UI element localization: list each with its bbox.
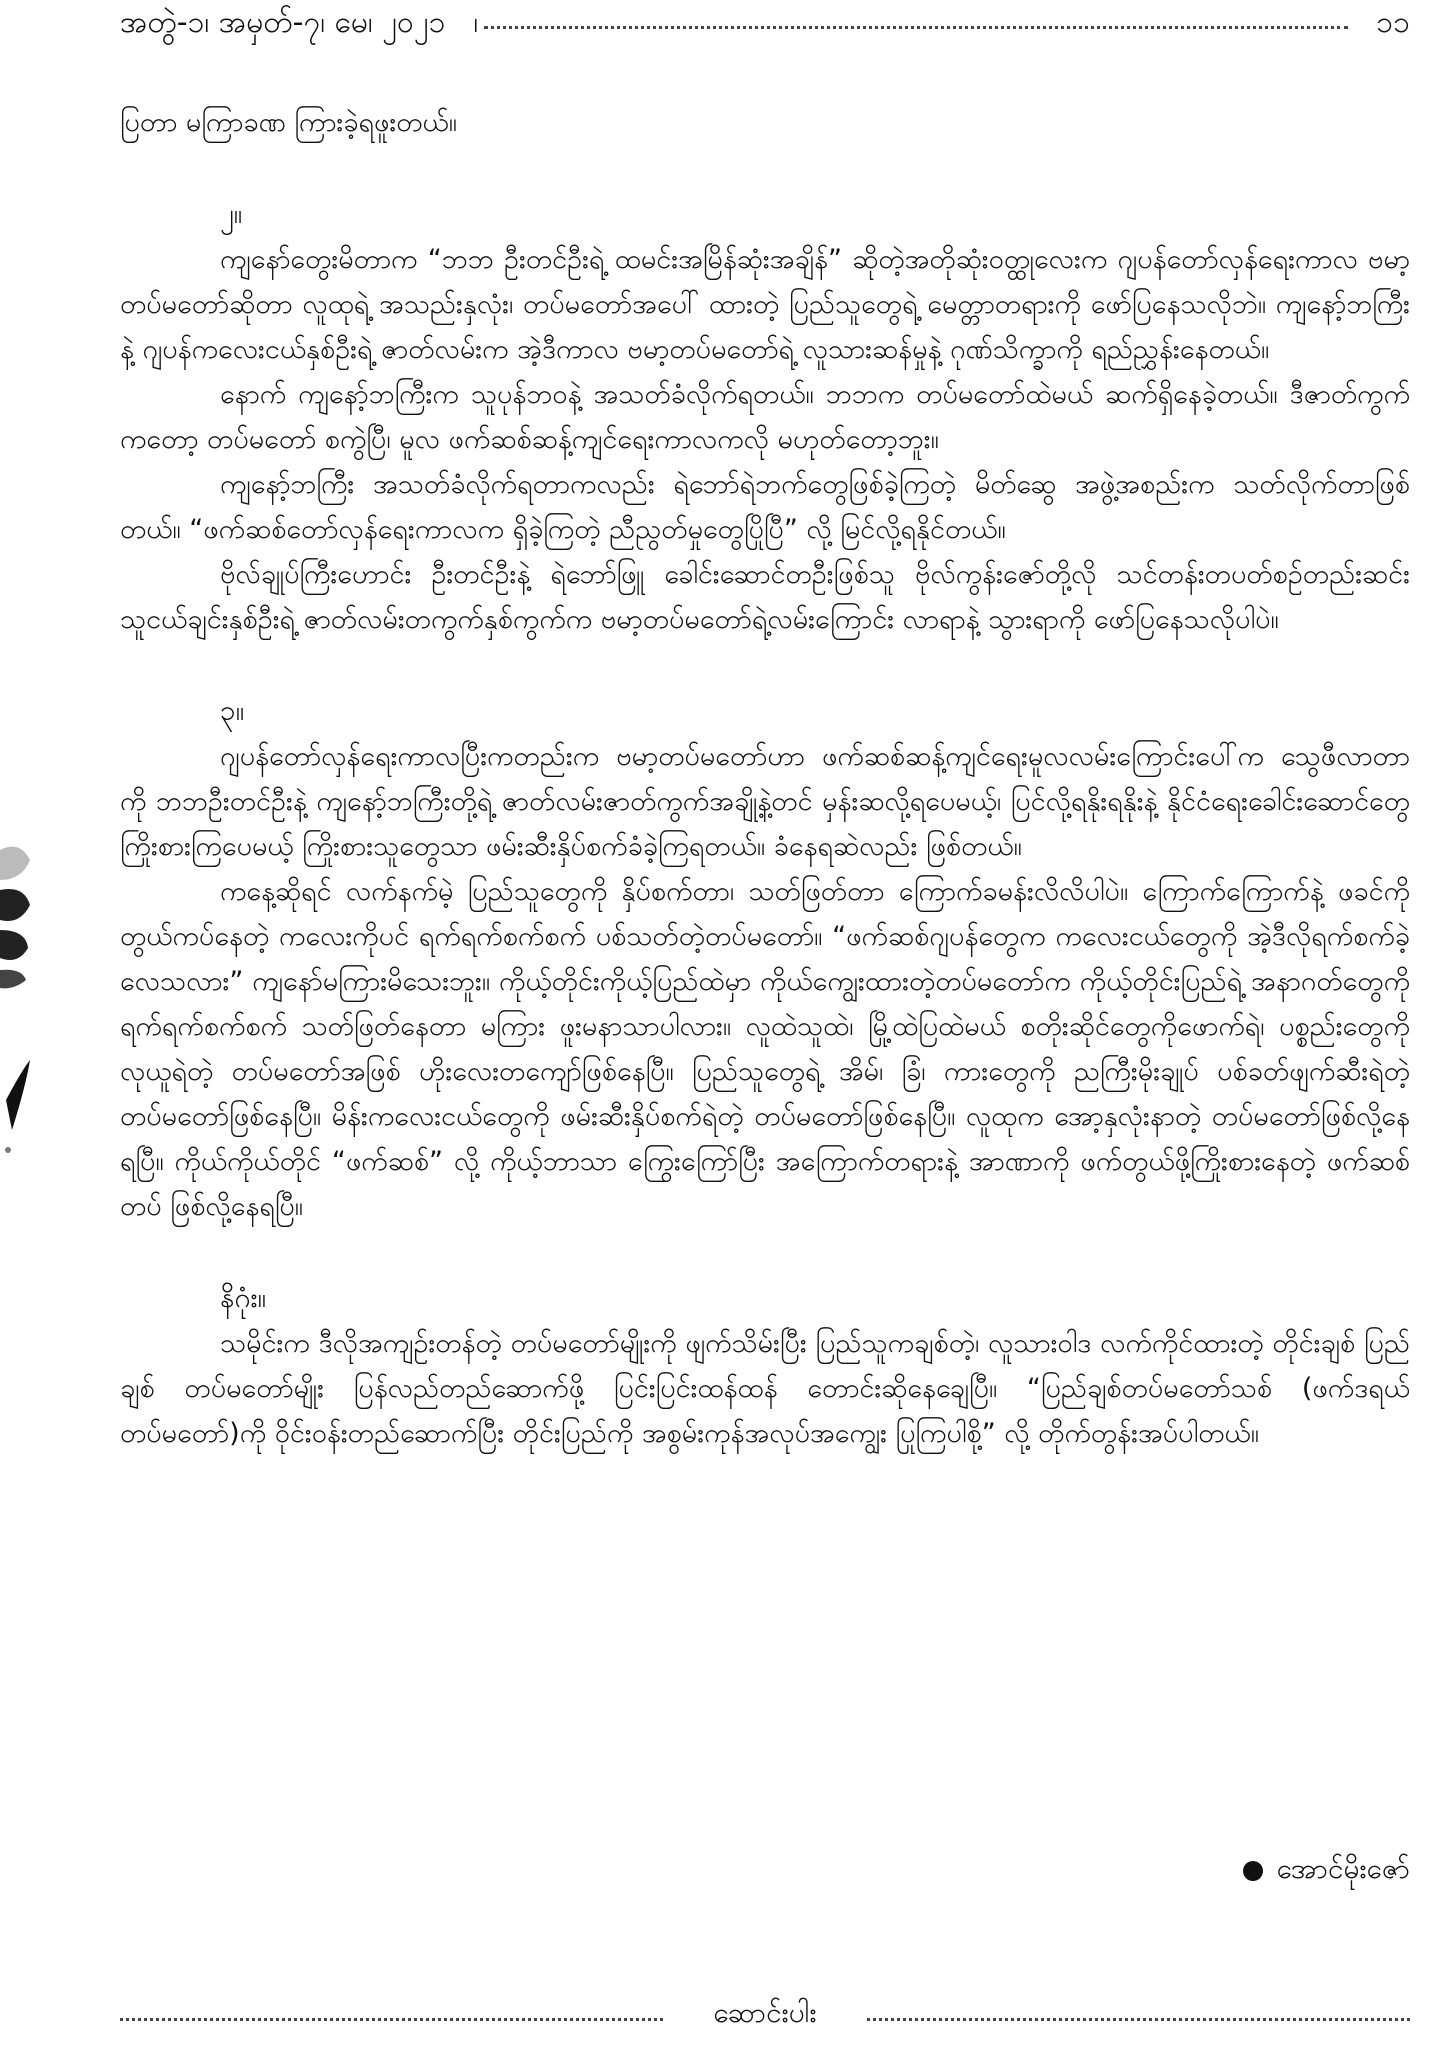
author-name: အောင်မိုးဇော် (1276, 1852, 1410, 1885)
footer-dotted-rule-right (867, 2018, 1410, 2021)
author-byline (1243, 1850, 1410, 1892)
intro-line: ပြတာ မကြာခဏ ကြားခဲ့ရဖူးတယ်။ (120, 107, 457, 138)
footer-label: ဆောင်းပါး (713, 1996, 817, 2029)
section-2-paragraph: ကျနော်တွေးမိတာက “ဘဘ ဦးတင်ဦးရဲ့ ထမင်းအမြိန်ဆုံးအချိန်” ဆိုတဲ့အတိုဆုံးဝတ္ထုလေးက ဂျပန်တော်လှန်ရေးကာလ ဗမာ့တပ်မတော်ဆိုတာ လူထုရဲ့ အသည်းနှလုံး၊ တပ်မတော်အပေါ် ထားတဲ့ ပြည်သူတွေရဲ့ မေတ္တာတရားကို ဖော်ပြနေသလိုဘဲ။ ကျနော့်ဘကြီးနဲ့ ဂျပန်ကလေးငယ်နှစ်ဦးရဲ့ ဇာတ်လမ်းက အဲ့ဒီကာလ ဗမာ့တပ်မတော်ရဲ့ လူသားဆန်မှုနဲ့ ဂုဏ်သိက္ခာကို ရည်ညွှန်းနေတယ်။ (120, 244, 1410, 365)
issue-info: အတွဲ-၁၊ အမှတ်-၇၊ မေ၊ ၂၀၂၁ (120, 4, 446, 40)
section-3-number: ၃။ (220, 694, 245, 727)
side-decoration-icon (0, 830, 36, 1160)
section-2-number: ၂။ (220, 197, 243, 230)
section-2-paragraph: နောက် ကျနော့်ဘကြီးက သူပုန်ဘဝနဲ့ အသတ်ခံလိုက်ရတယ်။ ဘဘက တပ်မတော်ထဲမယ် ဆက်ရှိနေခဲ့တယ်။ ဒီဇာတ်ကွက်ကတော့ တပ်မတော် စကွဲပြီ၊ မူလ ဖက်ဆစ်ဆန့်ကျင်ရေးကာလကလို မဟုတ်တော့ဘူး။ (120, 379, 1410, 455)
article-body (120, 100, 1410, 1456)
conclusion-paragraph: သမိုင်းက ဒီလိုအကျဉ်းတန်တဲ့ တပ်မတော်မျိုးကို ဖျက်သိမ်းပြီး ပြည်သူကချစ်တဲ့၊ လူသားဝါဒ လက်ကိုင်ထားတဲ့ တိုင်းချစ် ပြည်ချစ် တပ်မတော်မျိုး ပြန်လည်တည်ဆောက်ဖို့ ပြင်းပြင်းထန်ထန် တောင်းဆိုနေချေပြီ။ “ပြည်ချစ်တပ်မတော်သစ် (ဖက်ဒရယ်တပ်မတော်)ကို ဝိုင်းဝန်းတည်ဆောက်ပြီး တိုင်းပြည်ကို အစွမ်းကုန်အလုပ်အကျွေး ပြုကြပါစို့” လို့ တိုက်တွန်းအပ်ပါတယ်။ (120, 1328, 1410, 1449)
header-dotted-rule (484, 26, 1348, 29)
page-header (120, 4, 1410, 44)
section-2-paragraph: ဗိုလ်ချုပ်ကြီးဟောင်း ဦးတင်ဦးနဲ့ ရဲဘော်ဖြူ ခေါင်းဆောင်တဦးဖြစ်သူ ဗိုလ်ကွန်းဇော်တို့လို သင်တန်းတပတ်စဉ်တည်းဆင်း သူငယ်ချင်းနှစ်ဦးရဲ့ ဇာတ်လမ်းတကွက်နှစ်ကွက်က ဗမာ့တပ်မတော်ရဲ့လမ်းကြောင်း လာရာနဲ့ သွားရာကို ဖော်ပြနေသလိုပါပဲ။ (120, 559, 1410, 635)
page-number: ၁၁ (1376, 4, 1410, 40)
section-3-paragraph: ကနေ့ဆိုရင် လက်နက်မဲ့ ပြည်သူတွေကို နှိပ်စက်တာ၊ သတ်ဖြတ်တာ ကြောက်ခမန်းလိလိပါပဲ။ ကြောက်ကြောက်နဲ့ ဖခင်ကိုတွယ်ကပ်နေတဲ့ ကလေးကိုပင် ရက်ရက်စက်စက် ပစ်သတ်တဲ့တပ်မတော်။ “ဖက်ဆစ်ဂျပန်တွေက ကလေးငယ်တွေကို အဲ့ဒီလိုရက်စက်ခဲ့လေသလား” ကျနော်မကြားမိသေးဘူး။ ကိုယ့်တိုင်းကိုယ့်ပြည်ထဲမှာ ကိုယ်ကျွေးထားတဲ့တပ်မတော်က ကိုယ့်တိုင်းပြည်ရဲ့ အနာဂတ်တွေကို ရက်ရက်စက်စက် သတ်ဖြတ်နေတာ မကြား ဖူးမနာသာပါလား။ လူထဲသူထဲ၊ မြို့ထဲပြထဲမယ် စတိုးဆိုင်တွေကိုဖောက်ရဲ၊ ပစ္စည်းတွေကို လုယူရဲတဲ့ တပ်မတော်အဖြစ် ဟိုးလေးတကျော်ဖြစ်နေပြီ။ ပြည်သူတွေရဲ့ အိမ်၊ ခြံ၊ ကားတွေကို ညကြီးမိုးချုပ် ပစ်ခတ်ဖျက်ဆီးရဲတဲ့တပ်မတော်ဖြစ်နေပြီ။ မိန်းကလေးငယ်တွေကို ဖမ်းဆီးနှိပ်စက်ရဲတဲ့ တပ်မတော်ဖြစ်နေပြီ။ လူထုက အော့နှလုံးနာတဲ့ တပ်မတော်ဖြစ်လို့နေရပြီ။ ကိုယ်ကိုယ်တိုင် “ဖက်ဆစ်” လို့ ကိုယ့်ဘာသာ ကြွေးကြော်ပြီး အကြောက်တရားနဲ့ အာဏာကို ဖက်တွယ်ဖို့ကြိုးစားနေတဲ့ ဖက်ဆစ်တပ် ဖြစ်လို့နေရပြီ။ (120, 876, 1410, 1222)
section-3-paragraph: ဂျပန်တော်လှန်ရေးကာလပြီးကတည်းက ဗမာ့တပ်မတော်ဟာ ဖက်ဆစ်ဆန့်ကျင်ရေးမူလလမ်းကြောင်းပေါ်က သွေဖီလာတာကို ဘဘဦးတင်ဦးနဲ့ ကျနော့်ဘကြီးတို့ရဲ့ ဇာတ်လမ်းဇာတ်ကွက်အချို့နဲ့တင် မှန်းဆလို့ရပေမယ့်၊ ပြင်လို့ရနိုးရနိုးနဲ့ နိုင်ငံရေးခေါင်းဆောင်တွေ ကြိုးစားကြပေမယ့် ကြိုးစားသူတွေသာ ဖမ်းဆီးနှိပ်စက်ခံခဲ့ကြရတယ်။ ခံနေရဆဲလည်း ဖြစ်တယ်။ (120, 741, 1410, 862)
page-footer (120, 1995, 1410, 2035)
section-2-paragraph: ကျနော့်ဘကြီး အသတ်ခံလိုက်ရတာကလည်း ရဲဘော်ရဲဘက်တွေဖြစ်ခဲ့ကြတဲ့ မိတ်ဆွေ အဖွဲ့အစည်းက သတ်လိုက်တာဖြစ်တယ်။ “ဖက်ဆစ်တော်လှန်ရေးကာလက ရှိခဲ့ကြတဲ့ ညီညွတ်မှုတွေပြိုပြီ” လို့ မြင်လို့ရနိုင်တယ်။ (120, 469, 1410, 545)
conclusion-heading: နိဂုံး။ (220, 1281, 267, 1314)
footer-dotted-rule-left (120, 2018, 663, 2021)
bullet-icon (1243, 1861, 1263, 1881)
header-separator: ၊ (473, 4, 479, 40)
